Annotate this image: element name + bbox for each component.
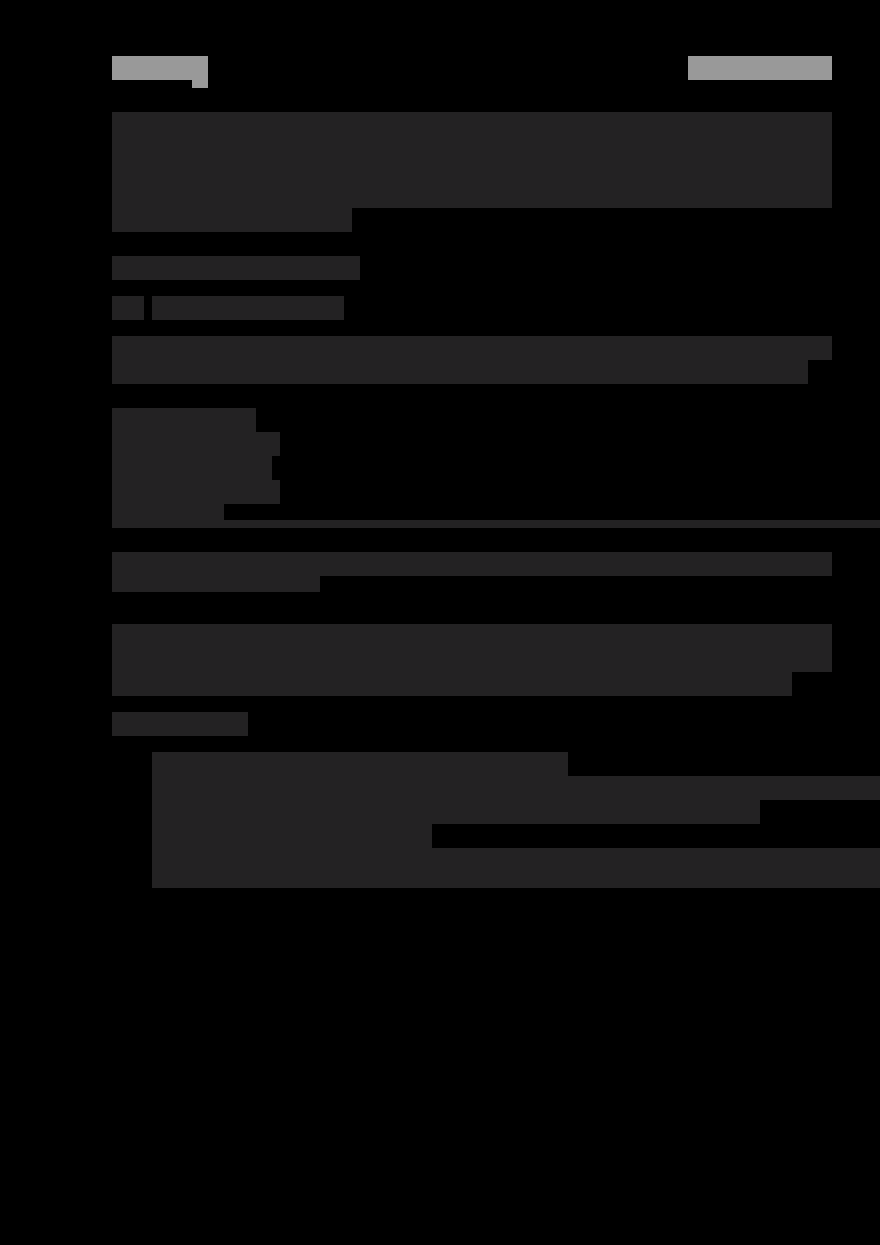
code-block-redacted xyxy=(112,408,256,432)
intro-paragraph-redacted xyxy=(112,112,832,208)
bullet-list-redacted xyxy=(152,824,432,848)
paragraph-2-redacted xyxy=(112,576,320,592)
header-right-redacted xyxy=(688,56,832,80)
paragraph-2-redacted xyxy=(112,552,832,576)
code-block-redacted xyxy=(112,520,880,528)
subsection-heading-redacted xyxy=(112,296,144,320)
intro-paragraph-redacted xyxy=(112,208,352,232)
code-block-redacted xyxy=(112,480,280,504)
subsection-heading-redacted xyxy=(152,296,344,320)
bullet-list-redacted xyxy=(152,752,568,776)
header-left-redacted xyxy=(192,64,208,88)
code-block-redacted xyxy=(112,456,272,480)
list-heading-redacted xyxy=(112,712,248,736)
paragraph-3-redacted xyxy=(112,624,832,672)
paragraph-3-redacted xyxy=(112,672,792,696)
bullet-list-redacted xyxy=(152,872,880,888)
bullet-list-redacted xyxy=(152,776,880,800)
code-block-redacted xyxy=(112,432,280,456)
code-block-redacted xyxy=(112,504,224,520)
bullet-list-redacted xyxy=(152,848,880,872)
bullet-list-redacted xyxy=(152,800,760,824)
subsection-paragraph-redacted xyxy=(112,360,808,384)
section-heading-redacted xyxy=(112,256,360,280)
subsection-paragraph-redacted xyxy=(112,336,832,360)
